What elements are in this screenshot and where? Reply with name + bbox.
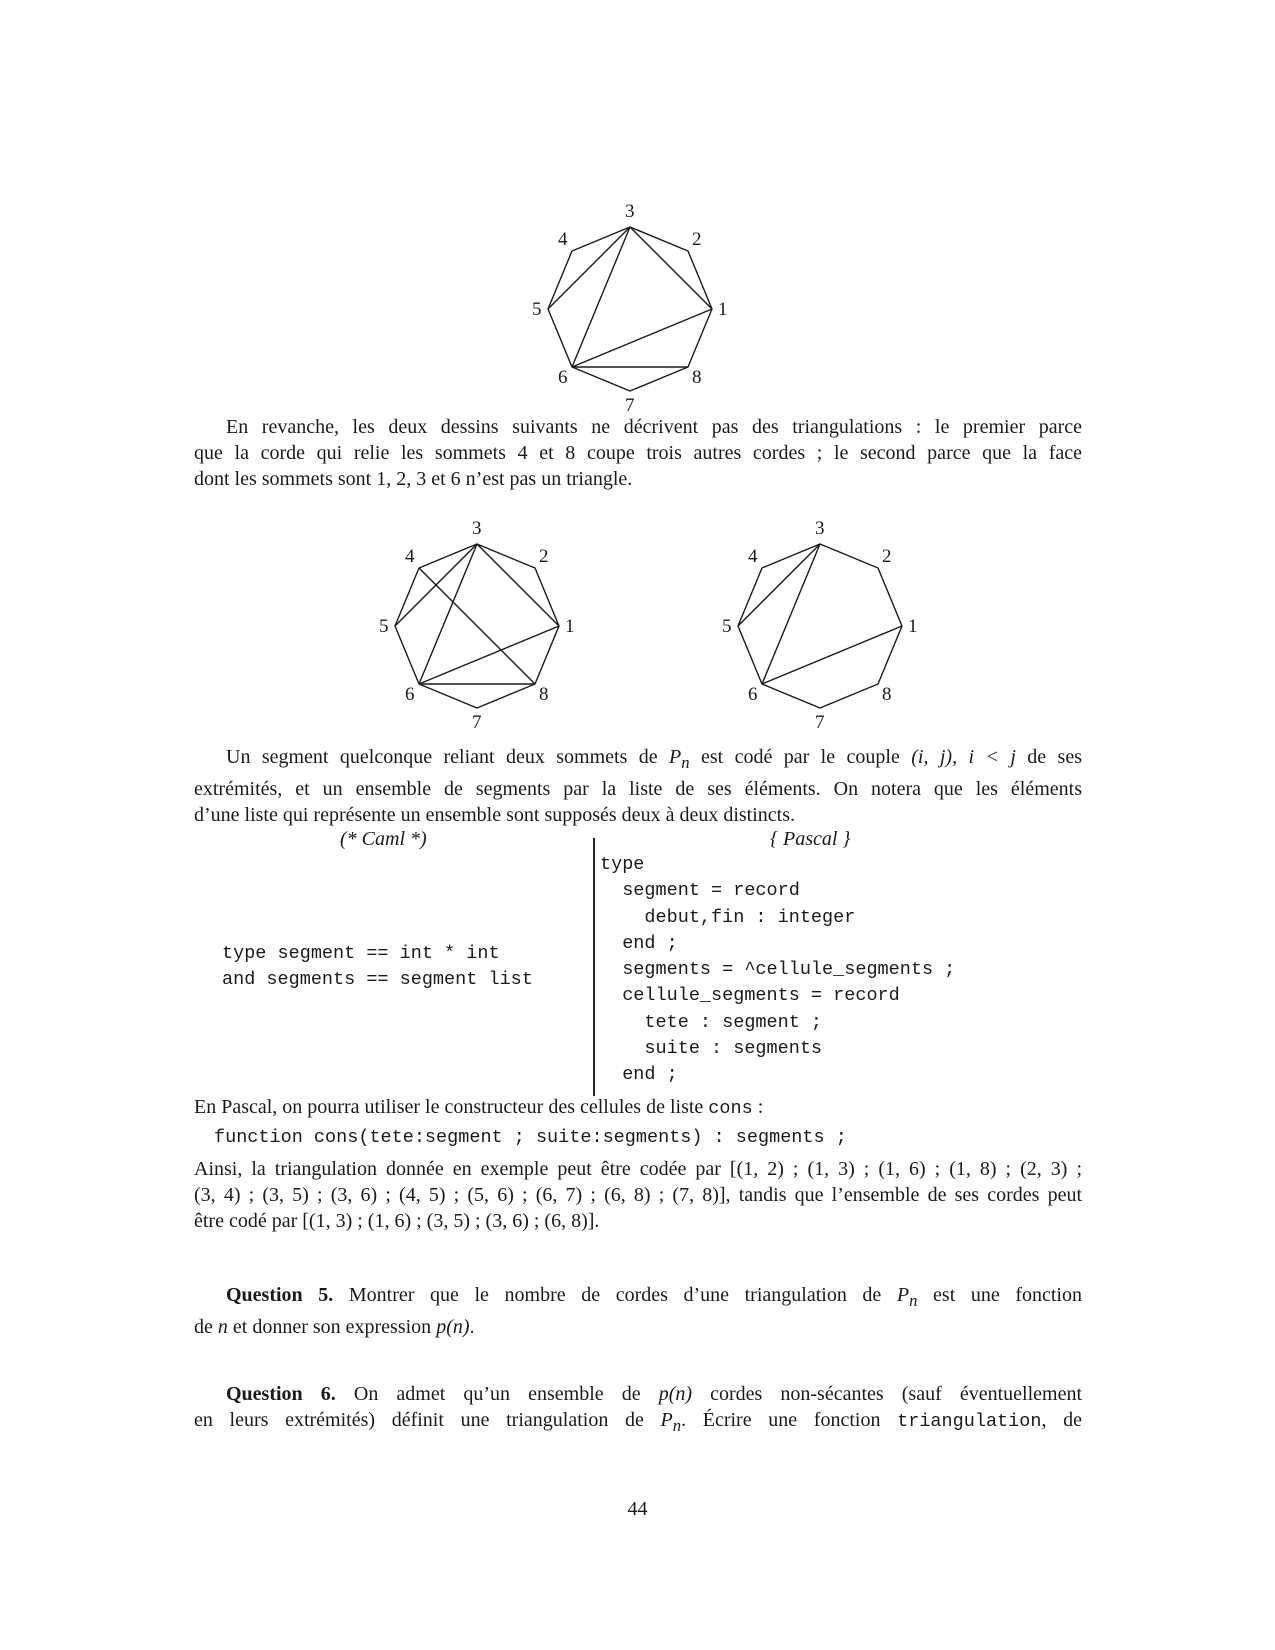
- paragraph-cons: [194, 1094, 1082, 1122]
- caml-header: (* Caml *): [340, 828, 427, 850]
- vertex-label-7: 7: [625, 395, 635, 415]
- vertex-label-3: 3: [625, 201, 635, 222]
- vertex-label-8: 8: [882, 684, 892, 705]
- text-line: (3, 4) ; (3, 5) ; (3, 6) ; (4, 5) ; (5, 6) ; (6, 7) ; (6, 8) ; (7, 8)], tandis que l’ensemble de ses cordes peut: [194, 1184, 1082, 1206]
- text-fragment: de ses: [1015, 746, 1082, 768]
- question-label: Question 5.: [226, 1284, 334, 1306]
- vertex-label-3: 3: [815, 518, 825, 539]
- vertex-label-3: 3: [472, 518, 482, 539]
- math-n: n: [681, 753, 690, 772]
- vertex-label-5: 5: [722, 616, 732, 637]
- text-fragment: Un segment quelconque reliant deux sommets de: [226, 746, 670, 768]
- math-couple: (i, j), i < j: [911, 746, 1016, 768]
- column-divider: [593, 838, 595, 1096]
- text-line: extrémités, et un ensemble de segments par la liste de ses éléments. On notera que les éléments: [194, 778, 1082, 800]
- math-n: n: [217, 1316, 228, 1338]
- text-fragment: est une fonction: [917, 1284, 1082, 1306]
- text-fragment: Montrer que le nombre de cordes d’une triangulation de: [333, 1284, 897, 1306]
- text-fragment: cordes non-sécantes (sauf éventuellement: [692, 1383, 1083, 1405]
- octagon-figure-1: [500, 195, 750, 415]
- vertex-label-8: 8: [539, 684, 549, 705]
- pascal-header: { Pascal }: [770, 828, 851, 850]
- text-fragment: est codé par le couple: [689, 746, 912, 768]
- vertex-label-1: 1: [908, 616, 918, 637]
- text-fragment: :: [752, 1096, 764, 1118]
- text-line: d’une liste qui représente un ensemble sont supposés deux à deux distincts.: [194, 804, 795, 826]
- paragraph-revanche: [194, 414, 1082, 492]
- caml-code: type segment == int * int and segments == segment list: [222, 943, 533, 991]
- code-cons: cons: [708, 1098, 753, 1119]
- paragraph-segment-coding: [194, 744, 1082, 828]
- question-label: Question 6.: [226, 1383, 336, 1405]
- cons-signature: function cons(tete:segment ; suite:segments) : segments ;: [214, 1127, 847, 1148]
- vertex-label-6: 6: [405, 684, 415, 705]
- vertex-label-6: 6: [748, 684, 758, 705]
- text-line: Ainsi, la triangulation donnée en exemple peut être codée par [(1, 2) ; (1, 3) ; (1, 6) ; (1, 8) ; (2, 3) ;: [194, 1158, 1082, 1180]
- octagon-figure-3: [690, 512, 940, 732]
- text-line: dont les sommets sont 1, 2, 3 et 6 n’est pas un triangle.: [194, 468, 633, 490]
- text-fragment: et donner son expression: [227, 1316, 437, 1338]
- page-number: 44: [627, 1498, 648, 1520]
- math-P: P: [660, 1409, 673, 1431]
- vertex-label-7: 7: [472, 712, 482, 732]
- vertex-label-6: 6: [558, 367, 568, 388]
- question-6: [194, 1381, 1082, 1439]
- vertex-label-2: 2: [882, 546, 892, 567]
- text-fragment: de: [194, 1316, 218, 1338]
- vertex-label-4: 4: [405, 546, 415, 567]
- text-fragment: , de: [1041, 1409, 1082, 1431]
- math-pn: p(n): [436, 1316, 470, 1338]
- octagon-figure-2: [347, 512, 597, 732]
- question-5: [194, 1282, 1082, 1340]
- vertex-label-1: 1: [718, 299, 728, 320]
- math-pn: p(n): [658, 1383, 693, 1405]
- text-fragment: .: [469, 1316, 475, 1338]
- vertex-label-2: 2: [692, 229, 702, 250]
- vertex-label-2: 2: [539, 546, 549, 567]
- text-line: que la corde qui relie les sommets 4 et 8 coupe trois autres cordes ; le second parce que la face: [194, 442, 1082, 464]
- paragraph-example: [194, 1156, 1082, 1234]
- text-fragment: On admet qu’un ensemble de: [335, 1383, 659, 1405]
- vertex-label-4: 4: [748, 546, 758, 567]
- vertex-label-8: 8: [692, 367, 702, 388]
- vertex-label-7: 7: [815, 712, 825, 732]
- math-P: P: [669, 746, 682, 768]
- vertex-label-4: 4: [558, 229, 568, 250]
- vertex-label-5: 5: [532, 299, 542, 320]
- text-fragment: En Pascal, on pourra utiliser le constructeur des cellules de liste: [194, 1096, 709, 1118]
- text-fragment: en leurs extrémités) définit une triangulation de: [194, 1409, 661, 1431]
- code-triangulation: triangulation: [897, 1411, 1042, 1432]
- math-n: n: [909, 1291, 918, 1310]
- pascal-code: type segment = record debut,fin : integer end ; segments = ^cellule_segments ; cellule_segments = record tete : segment ; suite : segments end ;: [600, 854, 956, 1086]
- text-fragment: . Écrire une fonction: [681, 1409, 898, 1431]
- text-line: être codé par [(1, 3) ; (1, 6) ; (3, 5) ; (3, 6) ; (6, 8)].: [194, 1210, 600, 1232]
- math-P: P: [896, 1284, 910, 1306]
- vertex-label-5: 5: [379, 616, 389, 637]
- math-n: n: [672, 1416, 682, 1435]
- vertex-label-1: 1: [565, 616, 575, 637]
- text-line: En revanche, les deux dessins suivants ne décrivent pas des triangulations : le premier parce: [226, 416, 1082, 438]
